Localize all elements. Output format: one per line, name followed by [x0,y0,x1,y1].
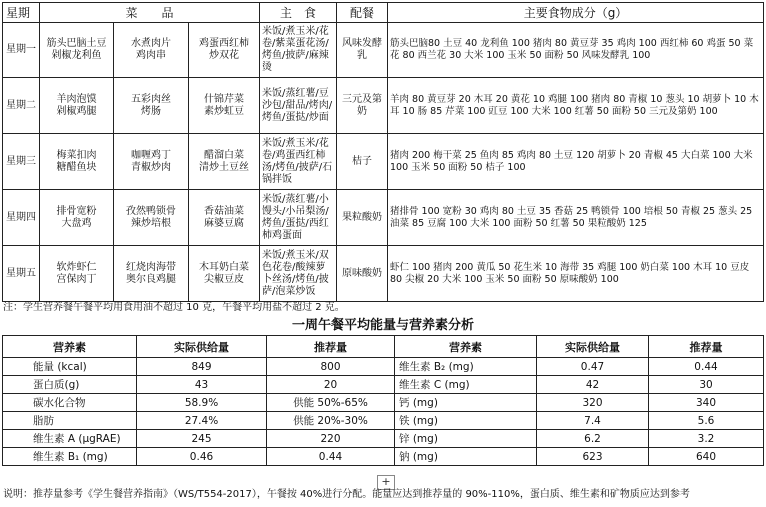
menu-header-row [3,3,764,23]
recommended-value: 30 [649,376,764,394]
ingredients-cell: 猪肉 200 梅干菜 25 鱼肉 85 鸡肉 80 土豆 120 胡萝卜 20 青椒 45 大白菜 100 大米 100 玉米 50 面粉 50 桔子 100 [388,134,764,190]
day-cell: 星期五 [3,246,40,302]
weekly-menu-table [2,2,764,302]
dish-cell: 五彩肉丝 烤肠 [114,78,189,134]
nutrition-row [3,430,764,448]
nutrient-name: 铁 (mg) [395,412,537,430]
actual-value: 0.46 [137,448,267,466]
dish-cell: 香菇油菜 麻婆豆腐 [189,190,260,246]
dish-cell: 羊肉泡馍 剁椒鸡腿 [40,78,114,134]
nutrient-name: 脂肪 [3,412,137,430]
recommended-value: 3.2 [649,430,764,448]
dish-cell: 什锦芹菜 素炒虹豆 [189,78,260,134]
actual-value: 849 [137,358,267,376]
staple-cell: 米饭/煮玉米/花卷/鸡蛋西红柿汤/烤鱼/披萨/石锅拌饭 [260,134,337,190]
dish-cell: 水煮肉片 鸡肉串 [114,23,189,78]
add-row-plus-icon[interactable]: + [377,475,395,490]
recommended-value: 0.44 [267,448,395,466]
recommended-value: 0.44 [649,358,764,376]
header-nutrient-2: 营养素 [395,336,537,358]
header-staple: 主 食 [260,3,337,23]
header-nutrients: 主要食物成分（g） [388,3,764,23]
nutrition-header-row [3,336,764,358]
recommended-value: 5.6 [649,412,764,430]
recommended-value: 220 [267,430,395,448]
dish-cell: 木耳奶白菜 尖椒豆皮 [189,246,260,302]
side-dish-cell: 原味酸奶 [337,246,388,302]
header-side: 配餐 [337,3,388,23]
dish-cell: 红烧肉海带 奥尔良鸡腿 [114,246,189,302]
staple-cell: 米饭/煮玉米/双色花卷/酸辣萝卜丝汤/烤鱼/披萨/泡菜炒饭 [260,246,337,302]
header-actual-2: 实际供给量 [537,336,649,358]
nutrient-name: 锌 (mg) [395,430,537,448]
dish-cell: 筋头巴脑土豆 剁椒龙利鱼 [40,23,114,78]
dish-cell: 排骨宽粉 大盘鸡 [40,190,114,246]
dish-cell: 鸡蛋西红柿 炒双花 [189,23,260,78]
nutrient-name: 维生素 B₂ (mg) [395,358,537,376]
actual-value: 7.4 [537,412,649,430]
ingredients-cell: 猪排骨 100 宽粉 30 鸡肉 80 土豆 35 香菇 25 鸭锁骨 100 培根 50 青椒 25 葱头 25 油菜 85 豆腐 100 大米 100 面粉 50 红薯 50 果粒酸奶 125 [388,190,764,246]
ingredients-cell: 羊肉 80 黄豆芽 20 木耳 20 黄花 10 鸡腿 100 猪肉 80 青椒 10 葱头 10 胡萝卜 10 木耳 10 肠 85 芹菜 100 豇豆 100 大米 100 红薯 50 面粉 50 三元及第奶 100 [388,78,764,134]
day-cell: 星期二 [3,78,40,134]
section-title: 一周午餐平均能量与营养素分析 [291,318,474,333]
recommended-value: 340 [649,394,764,412]
side-dish-cell: 桔子 [337,134,388,190]
nutrition-row [3,412,764,430]
nutrient-name: 维生素 C (mg) [395,376,537,394]
staple-cell: 米饭/蒸红薯/小馒头/小吊梨汤/烤鱼/蛋挞/西红柿鸡蛋面 [260,190,337,246]
actual-value: 0.47 [537,358,649,376]
recommended-value: 800 [267,358,395,376]
actual-value: 43 [137,376,267,394]
side-dish-cell: 果粒酸奶 [337,190,388,246]
staple-cell: 米饭/蒸红薯/豆沙包/甜品/烤肉/烤鱼/蛋挞/炒面 [260,78,337,134]
day-cell: 星期四 [3,190,40,246]
nutrient-name: 钠 (mg) [395,448,537,466]
ingredients-cell: 虾仁 100 猪肉 200 黄瓜 50 花生米 10 海带 35 鸡腿 100 奶白菜 100 木耳 10 豆皮 80 尖椒 20 大米 100 玉米 50 面粉 50 原味酸奶 100 [388,246,764,302]
ingredients-cell: 筋头巴脑80 土豆 40 龙利鱼 100 猪肉 80 黄豆芽 35 鸡肉 100 西红柿 60 鸡蛋 50 菜花 80 西兰花 30 大米 100 玉米 50 面粉 50 风味发酵乳 100 [388,23,764,78]
nutrient-name: 钙 (mg) [395,394,537,412]
nutrient-name: 维生素 A (μgRAE) [3,430,137,448]
recommended-value: 640 [649,448,764,466]
header-day: 星期 [3,3,40,23]
recommended-value: 供能 50%-65% [267,394,395,412]
nutrition-row [3,376,764,394]
nutrition-row [3,394,764,412]
recommended-value: 20 [267,376,395,394]
nutrient-name: 能量 (kcal) [3,358,137,376]
recommended-value: 供能 20%-30% [267,412,395,430]
footer-explanation: 说明：推荐量参考《学生餐营养指南》（WS/T554-2017），午餐按 40%进行分配。能量应达到推荐量的 90%-110%，蛋白质、维生素和矿物质应达到参考 [3,489,690,500]
day-cell: 星期一 [3,23,40,78]
oil-salt-note: 注：学生营养餐午餐平均用食用油不超过 10 克，午餐平均用盐不超过 2 克。 [3,302,345,313]
dish-cell: 孜然鸭锁骨 辣炒培根 [114,190,189,246]
nutrient-name: 维生素 B₁ (mg) [3,448,137,466]
dish-cell: 软炸虾仁 宫保肉丁 [40,246,114,302]
nutrient-name: 蛋白质(g) [3,376,137,394]
header-nutrient: 营养素 [3,336,137,358]
dish-cell: 梅菜扣肉 糖醋鱼块 [40,134,114,190]
nutrition-row [3,448,764,466]
menu-row [3,246,764,302]
nutrition-table [2,335,764,466]
actual-value: 42 [537,376,649,394]
menu-row [3,134,764,190]
header-recommended-2: 推荐量 [649,336,764,358]
dish-cell: 醋溜白菜 清炒土豆丝 [189,134,260,190]
actual-value: 623 [537,448,649,466]
day-cell: 星期三 [3,134,40,190]
actual-value: 27.4% [137,412,267,430]
nutrition-row [3,358,764,376]
header-dishes: 菜 品 [40,3,260,23]
menu-row [3,23,764,78]
dish-cell: 咖喱鸡丁 青椒炒肉 [114,134,189,190]
actual-value: 6.2 [537,430,649,448]
actual-value: 320 [537,394,649,412]
nutrient-name: 碳水化合物 [3,394,137,412]
side-dish-cell: 三元及第奶 [337,78,388,134]
actual-value: 245 [137,430,267,448]
menu-row [3,78,764,134]
header-actual: 实际供给量 [137,336,267,358]
side-dish-cell: 风味发酵乳 [337,23,388,78]
actual-value: 58.9% [137,394,267,412]
menu-row [3,190,764,246]
staple-cell: 米饭/煮玉米/花卷/紫菜蛋花汤/烤鱼/披萨/麻辣烫 [260,23,337,78]
header-recommended: 推荐量 [267,336,395,358]
